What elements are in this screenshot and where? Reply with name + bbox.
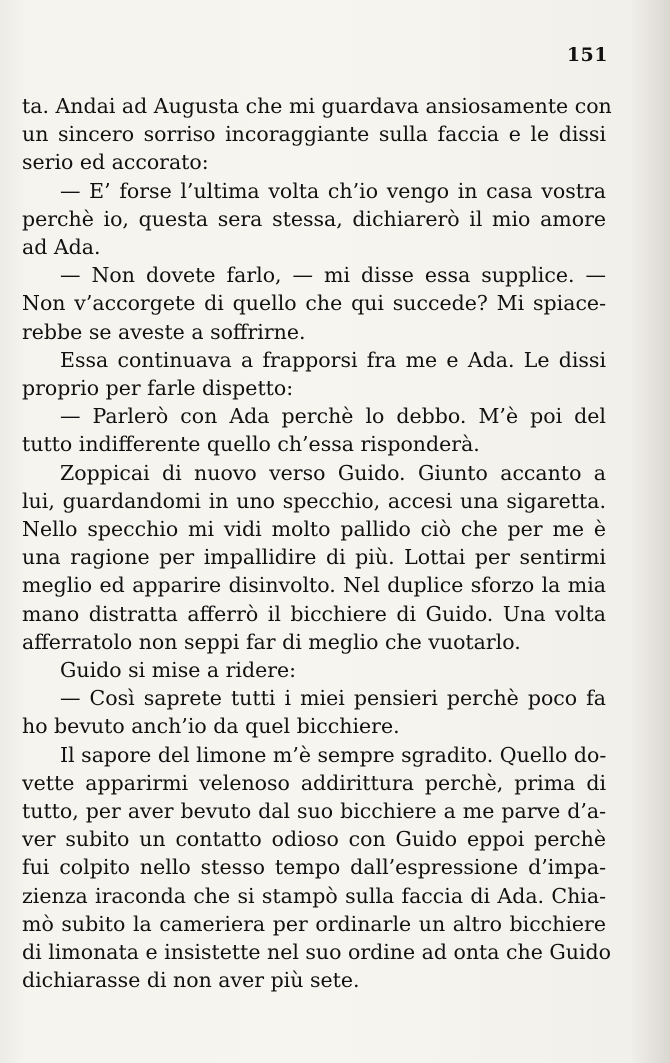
text-line: — Così saprete tutti i miei pensieri perchè poco fa xyxy=(60,686,606,711)
text-line: Non v’accorgete di quello che qui succede? Mi spiace- xyxy=(22,291,606,316)
text-line: Il sapore del limone m’è sempre sgradito. Quello do- xyxy=(60,742,607,767)
text-line: lui, guardandomi in uno specchio, accesi una sigaretta. xyxy=(22,488,606,513)
text-line: proprio per farle dispetto: xyxy=(22,376,294,401)
text-line: una ragione per impallidire di più. Lottai per sentirmi xyxy=(22,545,606,570)
body-text xyxy=(22,92,612,995)
text-line: Zoppicai di nuovo verso Guido. Giunto accanto a xyxy=(60,460,606,485)
text-line: ad Ada. xyxy=(22,235,101,260)
text-line: fui colpito nello stesso tempo dall’espressione d’impa- xyxy=(22,855,606,880)
text-line: vette apparirmi velenoso addirittura perchè, prima di xyxy=(22,770,606,795)
text-line: ta. Andai ad Augusta che mi guardava ansiosamente con xyxy=(22,94,612,118)
text-line: — Parlerò con Ada perchè lo debbo. M’è poi del xyxy=(60,404,606,429)
text-line: afferratolo non seppi far di meglio che vuotarlo. xyxy=(22,629,521,654)
text-line: ho bevuto anch’io da quel bicchiere. xyxy=(22,714,400,739)
text-line: un sincero sorriso incoraggiante sulla faccia e le dissi xyxy=(22,122,606,147)
text-line: Essa continuava a frapporsi fra me e Ada. Le dissi xyxy=(60,347,606,372)
text-line: Guido si mise a ridere: xyxy=(60,658,297,683)
text-line: dichiarasse di non aver più sete. xyxy=(22,968,360,993)
text-line: ver subito un contatto odioso con Guido eppoi perchè xyxy=(22,827,606,852)
text-line: — E’ forse l’ultima volta ch’io vengo in casa vostra xyxy=(60,178,606,203)
text-line: mano distratta afferrò il bicchiere di Guido. Una volta xyxy=(22,601,606,626)
text-line: di limonata e insistette nel suo ordine ad onta che Guido xyxy=(22,940,611,965)
text-line: serio ed accorato: xyxy=(22,150,209,175)
text-line: perchè io, questa sera stessa, dichiarerò il mio amore xyxy=(22,206,606,231)
text-line: zienza iraconda che si stampò sulla faccia di Ada. Chia- xyxy=(22,883,606,908)
page-number: 151 xyxy=(566,44,608,66)
text-line: tutto, per aver bevuto dal suo bicchiere a me parve d’a- xyxy=(22,799,606,824)
text-line: tutto indifferente quello ch’essa risponderà. xyxy=(22,432,480,457)
text-line: rebbe se aveste a soffrirne. xyxy=(22,319,306,344)
text-line: meglio ed apparire disinvolto. Nel duplice sforzo la mia xyxy=(22,573,606,598)
text-line: Nello specchio mi vidi molto pallido ciò che per me è xyxy=(22,517,606,542)
text-line: mò subito la cameriera per ordinarle un altro bicchiere xyxy=(22,911,606,936)
text-line: — Non dovete farlo, — mi disse essa supplice. — xyxy=(60,263,606,288)
